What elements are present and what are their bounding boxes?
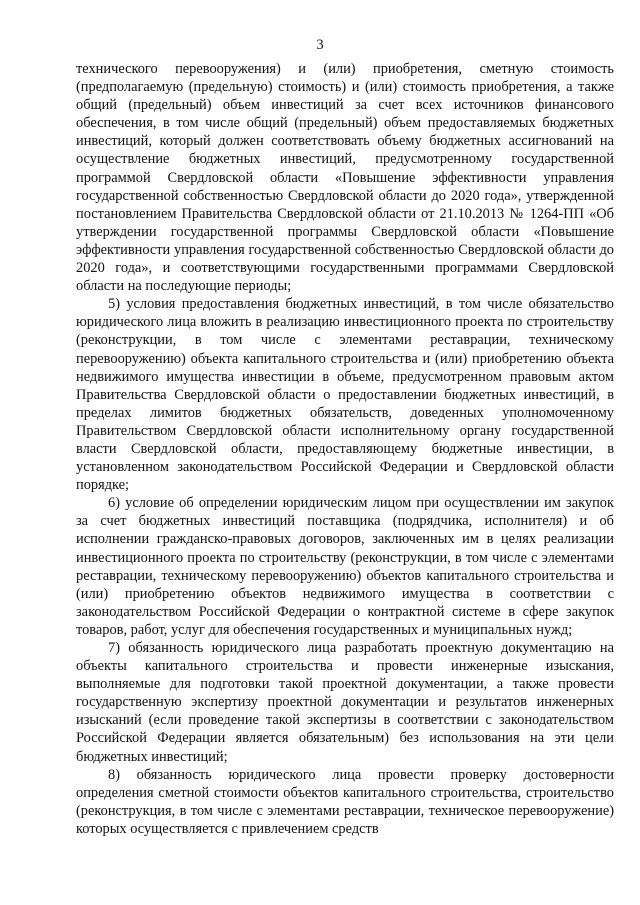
paragraph-item-8-cost-verification: 8) обязанность юридического лица провести проверку достоверности определения сметной стоимости объектов капитального строительства, строительство (реконструкция, в том числе с элементами реставрации, техническое перевооружение) которых осуществляется с привлечением средств xyxy=(76,766,614,837)
paragraph-investment-volume: технического перевооружения) и (или) приобретения, сметную стоимость (предполагаемую (предельную) стоимость) и (или) стоимость приобретения, а также общий (предельный) объем инвестиций за счет всех источников финансового обеспечения, в том числе общий (предельный) объем предоставляемых бюджетных инвестиций, который должен соответствовать объему бюджетных ассигнований на осуществление бюджетных инвестиций, предусмотренному государственной программой Свердловской области «Повышение эффективности управления государственной собственностью Свердловской области до 2020 года», утвержденной постановлением Правительства Свердловской области от 21.10.2013 № 1264-ПП «Об утверждении государственной программы Свердловской области «Повышение эффективности управления государственной собственностью Свердловской области до 2020 года», и соответствующими государственными программами Свердловской области на последующие периоды; xyxy=(76,61,614,295)
paragraph-item-7-design-documentation: 7) обязанность юридического лица разработать проектную документацию на объекты капитального строительства и провести инженерные изыскания, выполняемые для подготовки такой проектной документации, а также провести государственную экспертизу проектной документации и результатов инженерных изысканий (если проведение такой экспертизы в соответствии с законодательством Российской Федерации является обязательным) без использования на эти цели бюджетных инвестиций; xyxy=(76,640,614,765)
paragraph-item-5-conditions: 5) условия предоставления бюджетных инвестиций, в том числе обязательство юридического лица вложить в реализацию инвестиционного проекта по строительству (реконструкции, в том числе с элементами реставрации, техническому перевооружению) объекта капитального строительства и (или) приобретению объекта недвижимого имущества инвестиции в объеме, предусмотренном правовым актом Правительства Свердловской области о предоставлении бюджетных инвестиций, в пределах лимитов бюджетных обязательств, доведенных уполномоченному Правительством Свердловской области исполнительному органу государственной власти Свердловской области, предоставляющему бюджетные инвестиции, в установленном законодательством Российской Федерации и Свердловской области порядке; xyxy=(76,296,614,494)
paragraph-item-6-procurement: 6) условие об определении юридическим лицом при осуществлении им закупок за счет бюджетных инвестиций поставщика (подрядчика, исполнителя) и об исполнении гражданско-правовых договоров, заключенных им в целях реализации инвестиционного проекта по строительству (реконструкции, в том числе с элементами реставрации, техническому перевооружению) объектов капитального строительства и (или) приобретению объектов недвижимого имущества в соответствии с законодательством Российской Федерации о контрактной системе в сфере закупок товаров, работ, услуг для обеспечения государственных и муниципальных нужд; xyxy=(76,495,614,638)
document-body xyxy=(76,60,614,838)
page-number: 3 xyxy=(316,37,324,53)
